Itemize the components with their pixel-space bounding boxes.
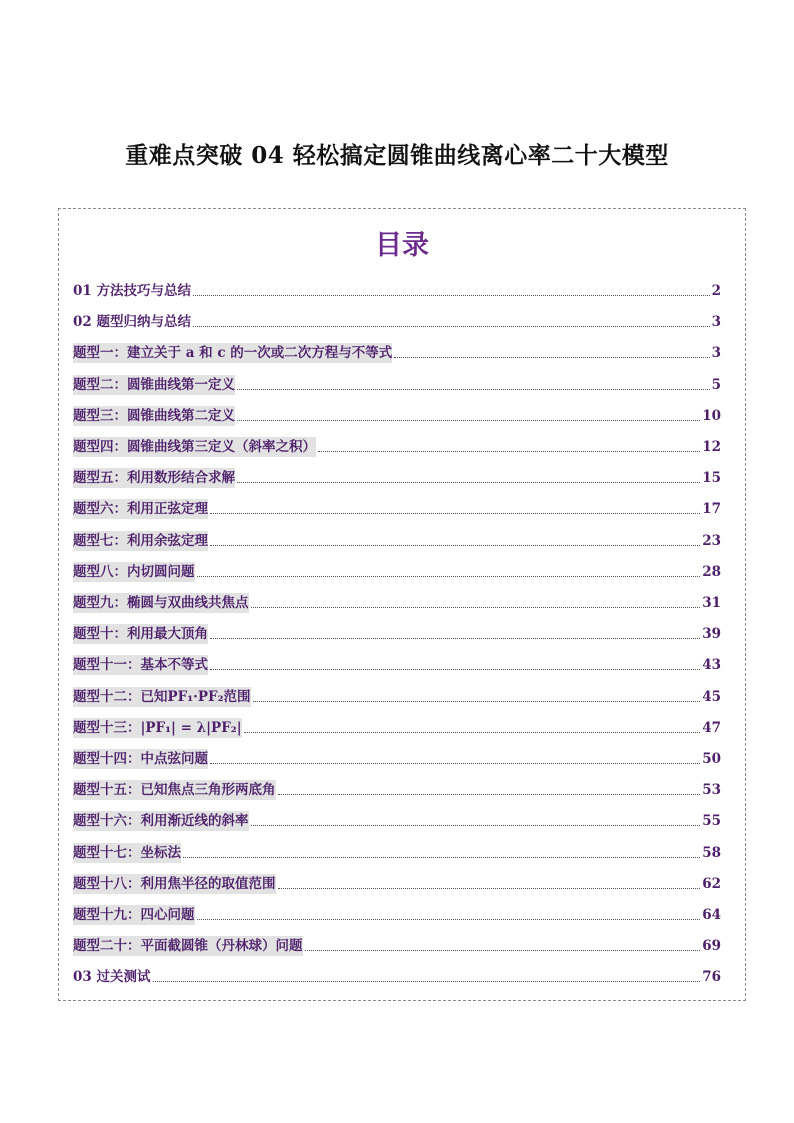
- toc-entry[interactable]: [73, 280, 721, 301]
- toc-entry-page: 43: [702, 657, 721, 674]
- dot-leader: [197, 575, 701, 577]
- toc-entry[interactable]: [73, 561, 721, 582]
- toc-entry[interactable]: [73, 623, 721, 644]
- toc-entry[interactable]: [73, 592, 721, 613]
- toc-entry-label: 题型七：利用余弦定理: [73, 532, 208, 549]
- toc-entry[interactable]: [73, 467, 721, 488]
- dot-leader: [305, 949, 701, 951]
- toc-entry-page: 69: [702, 938, 721, 955]
- dot-leader: [318, 450, 700, 452]
- toc-entry-label: 题型一：建立关于 a 和 c 的一次或二次方程与不等式: [73, 345, 393, 362]
- dot-leader: [210, 637, 700, 639]
- toc-entry-label: 题型十七：坐标法: [73, 844, 181, 861]
- dot-leader: [193, 325, 710, 327]
- toc-entry-label: 题型十二：已知PF₁·PF₂范围: [73, 688, 251, 705]
- toc-entry-label: 题型十三：|PF₁| = λ|PF₂|: [73, 719, 242, 736]
- toc-entry-page: 12: [702, 439, 721, 455]
- dot-leader: [210, 762, 700, 764]
- dot-leader: [237, 388, 710, 390]
- table-of-contents: [58, 208, 746, 1001]
- toc-entry-label: 题型十六：利用渐近线的斜率: [73, 813, 249, 830]
- toc-entry[interactable]: [73, 436, 721, 457]
- toc-entry-label: 题型六：利用正弦定理: [73, 501, 208, 518]
- toc-entry[interactable]: [73, 935, 721, 956]
- toc-entry-page: 10: [702, 407, 721, 424]
- toc-heading: 目录: [375, 230, 429, 261]
- dot-leader: [244, 731, 701, 733]
- dot-leader: [237, 481, 700, 483]
- toc-entry-page: 53: [702, 782, 721, 799]
- toc-entry-label: 题型二十：平面截圆锥（丹林球）问题: [73, 938, 303, 955]
- toc-entry-label: 01 方法技巧与总结: [73, 283, 191, 299]
- toc-entry-label: 题型三：圆锥曲线第二定义: [73, 407, 235, 424]
- toc-entry-page: 31: [702, 595, 721, 611]
- toc-entry-label: 题型九：椭圆与双曲线共焦点: [73, 595, 249, 611]
- toc-entry-page: 3: [711, 345, 721, 362]
- toc-entry-page: 64: [702, 907, 721, 923]
- dot-leader: [278, 793, 701, 795]
- toc-entry[interactable]: [73, 405, 721, 426]
- toc-entry-label: 题型八：内切圆问题: [73, 563, 195, 580]
- toc-entry-page: 28: [702, 563, 721, 580]
- document-title: 重难点突破 04 轻松搞定圆锥曲线离心率二十大模型: [125, 142, 669, 169]
- toc-entry[interactable]: [73, 904, 721, 925]
- toc-entry[interactable]: [73, 779, 721, 800]
- toc-entry-page: 45: [702, 688, 721, 705]
- toc-entry[interactable]: [73, 842, 721, 863]
- dot-leader: [278, 887, 701, 889]
- toc-entry[interactable]: [73, 686, 721, 707]
- toc-entry-label: 题型十：利用最大顶角: [73, 626, 208, 643]
- toc-entry-page: 55: [702, 813, 721, 830]
- toc-entry[interactable]: [73, 342, 721, 363]
- toc-entry[interactable]: [73, 717, 721, 738]
- toc-entry-label: 题型十九：四心问题: [73, 907, 195, 923]
- toc-entry[interactable]: [73, 810, 721, 831]
- dot-leader: [253, 700, 701, 702]
- dot-leader: [193, 294, 710, 296]
- toc-entry-label: 题型十八：利用焦半径的取值范围: [73, 875, 276, 892]
- toc-entry[interactable]: [73, 748, 721, 769]
- toc-entry[interactable]: [73, 654, 721, 675]
- toc-entry-page: 50: [702, 751, 721, 767]
- toc-entry-page: 17: [702, 501, 721, 518]
- dot-leader: [210, 512, 700, 514]
- toc-entry[interactable]: [73, 966, 721, 987]
- dot-leader: [210, 544, 700, 546]
- dot-leader: [153, 980, 701, 982]
- dot-leader: [197, 918, 701, 920]
- dot-leader: [394, 356, 709, 358]
- toc-entry-page: 58: [702, 844, 721, 861]
- toc-entry-label: 题型十一：基本不等式: [73, 657, 208, 674]
- toc-entry-page: 2: [711, 283, 721, 299]
- dot-leader: [251, 606, 701, 608]
- toc-entry-page: 62: [702, 875, 721, 892]
- toc-entry-page: 39: [702, 626, 721, 643]
- toc-entry-label: 题型四：圆锥曲线第三定义（斜率之积）: [73, 439, 316, 455]
- toc-entry-label: 题型十五：已知焦点三角形两底角: [73, 782, 276, 799]
- toc-entry-label: 题型二：圆锥曲线第一定义: [73, 376, 235, 393]
- toc-entry-label: 02 题型归纳与总结: [73, 314, 191, 331]
- toc-entry-page: 15: [702, 470, 721, 487]
- toc-entry-label: 03 过关测试: [73, 969, 151, 986]
- toc-entry-label: 题型五：利用数形结合求解: [73, 470, 235, 487]
- toc-entry[interactable]: [73, 873, 721, 894]
- toc-entry-label: 题型十四：中点弦问题: [73, 751, 208, 767]
- toc-entry-page: 76: [702, 969, 721, 986]
- toc-entry[interactable]: [73, 530, 721, 551]
- toc-entry[interactable]: [73, 498, 721, 519]
- toc-entry-page: 3: [711, 314, 721, 331]
- toc-entry[interactable]: [73, 311, 721, 332]
- dot-leader: [237, 419, 700, 421]
- toc-entry[interactable]: [73, 374, 721, 395]
- toc-entry-page: 5: [711, 376, 721, 393]
- toc-entry-page: 23: [702, 532, 721, 549]
- dot-leader: [210, 668, 700, 670]
- toc-entry-page: 47: [702, 719, 721, 736]
- dot-leader: [251, 824, 701, 826]
- dot-leader: [183, 856, 700, 858]
